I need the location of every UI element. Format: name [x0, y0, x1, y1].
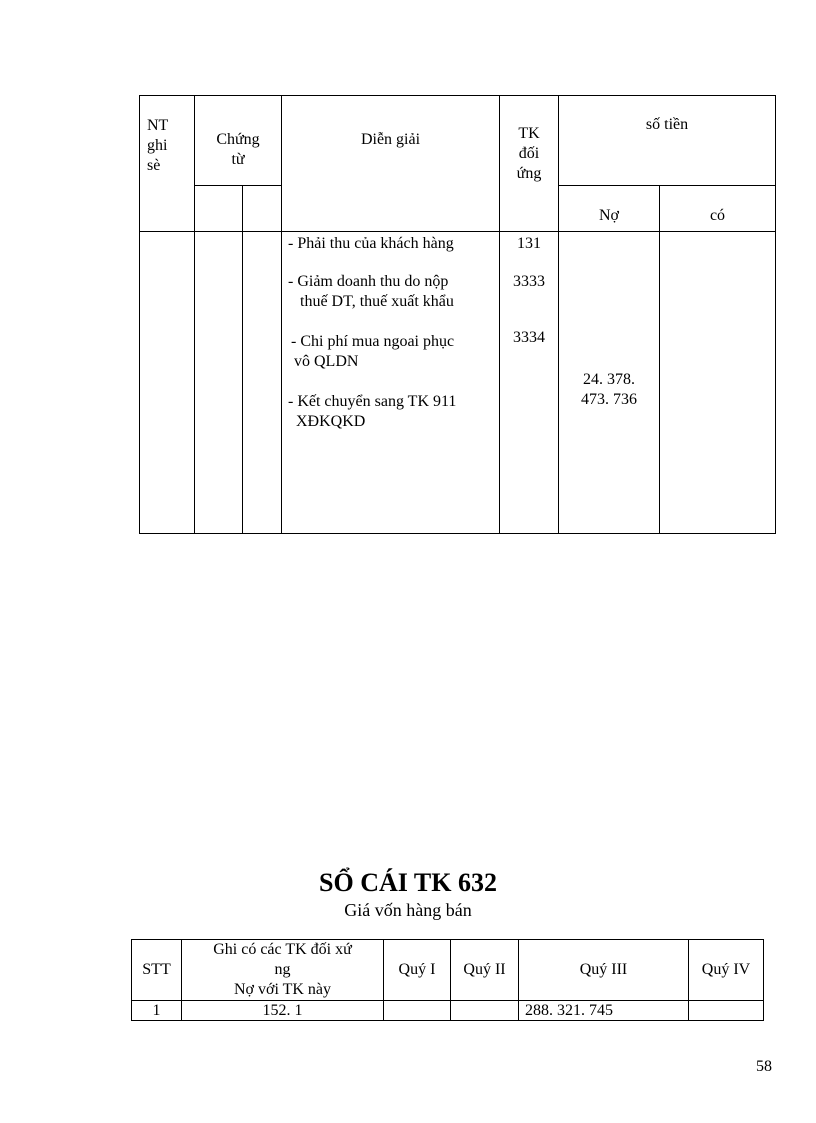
table-row [132, 1001, 764, 1021]
row-description: - Kết chuyển sang TK 911 XĐKQKD [288, 393, 457, 430]
ledger-header-row [132, 940, 764, 1001]
table-border-left [139, 95, 140, 534]
table-border-bottom [139, 533, 776, 534]
q2-header: Quý II [451, 940, 519, 1001]
row-description: - Giảm doanh thu do nộp thuế DT, thuế xuất khẩu [288, 273, 454, 310]
account-cell: 152. 1 [182, 1001, 384, 1021]
accounts-header: Ghi có các TK đối xứ ng Nợ với TK này [182, 940, 384, 1001]
q1-cell [384, 1001, 451, 1021]
column-divider [281, 95, 282, 534]
column-divider [242, 185, 243, 534]
stt-cell: 1 [132, 1001, 182, 1021]
ledger-title: SỔ CÁI TK 632 [319, 868, 497, 897]
q4-cell [689, 1001, 764, 1021]
amount-divider [558, 185, 776, 186]
voucher-header: Chứng từ [216, 131, 260, 168]
credit-header: có [709, 207, 726, 224]
q1-header: Quý I [384, 940, 451, 1001]
row-description: - Chi phí mua ngoai phục vô QLDN [291, 333, 455, 370]
page-number: 58 [756, 1058, 772, 1075]
ledger-subtitle: Giá vốn hàng bán [344, 900, 472, 920]
debit-header: Nợ [598, 207, 619, 224]
q4-header: Quý IV [689, 940, 764, 1001]
row-description: - Phải thu của khách hàng [288, 235, 454, 252]
column-divider [659, 185, 660, 534]
ledger-table [131, 939, 764, 1021]
voucher-divider [194, 185, 281, 186]
q2-cell [451, 1001, 519, 1021]
row-account: 131 [517, 235, 541, 252]
stt-header: STT [132, 940, 182, 1001]
table-border-right [775, 95, 776, 534]
account-header: TK đối ứng [516, 125, 542, 182]
description-header: Diễn giải [360, 131, 421, 148]
row-account: 3333 [513, 273, 545, 290]
row-account: 3334 [513, 329, 545, 346]
column-divider [558, 95, 559, 534]
q3-header: Quý III [519, 940, 689, 1001]
q3-cell: 288. 321. 745 [519, 1001, 689, 1021]
date-header: NT ghi sè [147, 117, 169, 174]
header-bottom-line [139, 231, 776, 232]
amount-header: số tiền [645, 116, 689, 133]
debit-amount: 24. 378. 473. 736 [581, 371, 637, 408]
table-border-top [139, 95, 776, 96]
